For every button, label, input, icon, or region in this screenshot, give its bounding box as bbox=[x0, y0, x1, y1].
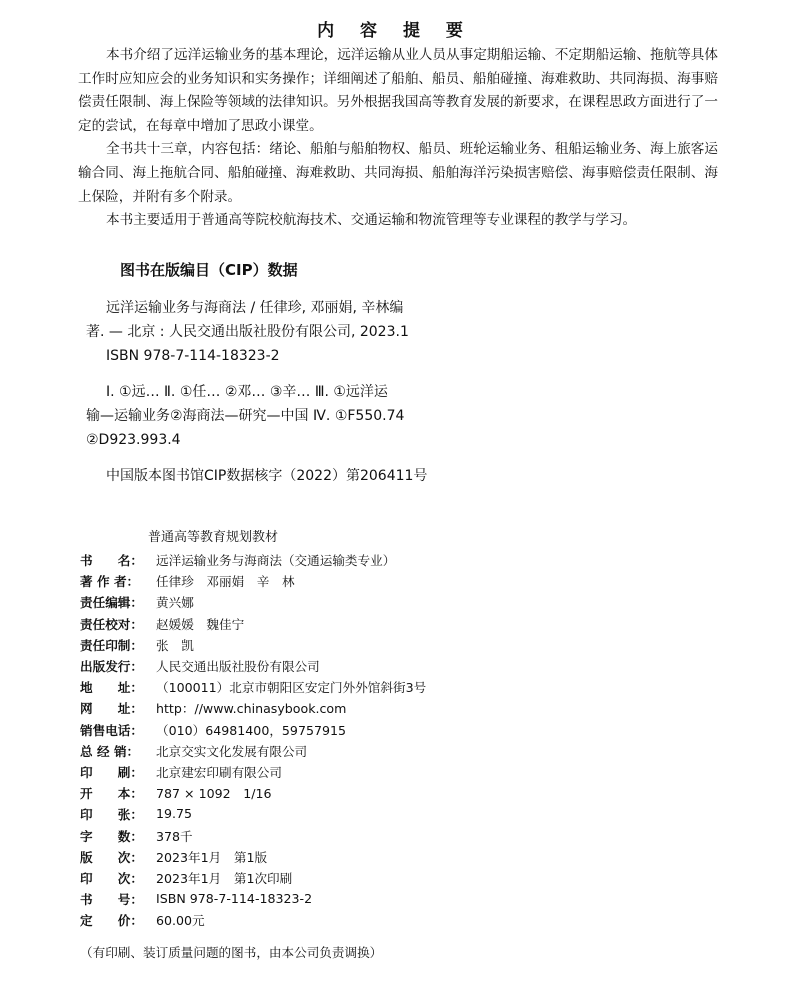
summary-paragraph: 全书共十三章，内容包括：绪论、船舶与船舶物权、船员、班轮运输业务、租船运输业务、海上旅客运输合同、海上拖航合同、船舶碰撞、海难救助、共同海损、船舶海洋污染损害赔偿、海事赔偿责任限制、海上保险，并附有多个附录。 bbox=[78, 141, 718, 205]
imprint-label: 版 次： bbox=[80, 849, 143, 865]
imprint-label: 印 张： bbox=[80, 807, 143, 823]
imprint-row bbox=[80, 803, 680, 824]
imprint-row bbox=[80, 570, 680, 591]
imprint-label: 书 名： bbox=[80, 553, 143, 569]
imprint-value: 北京建宏印刷有限公司 bbox=[156, 764, 282, 780]
imprint-label: 责任编辑： bbox=[80, 595, 143, 611]
imprint-value: 人民交通出版社股份有限公司 bbox=[156, 659, 320, 675]
quality-note: （有印刷、装订质量问题的图书，由本公司负责调换） bbox=[80, 945, 383, 960]
imprint-row bbox=[80, 846, 680, 867]
imprint-label: 著 作 者： bbox=[80, 574, 140, 590]
cip-approval-number: 中国版本图书馆CIP数据核字（2022）第206411号 bbox=[106, 468, 428, 484]
cip-line: 输—运输业务②海商法—研究—中国 Ⅳ. ①F550.74 bbox=[86, 408, 405, 424]
imprint-label: 印 次： bbox=[80, 870, 143, 886]
imprint-row bbox=[80, 740, 680, 761]
price-value: 60.00元 bbox=[156, 913, 205, 929]
imprint-label: 地 址： bbox=[80, 680, 143, 696]
imprint-row bbox=[80, 655, 680, 676]
summary-paragraph: 本书主要适用于普通高等院校航海技术、交通运输和物流管理等专业课程的教学与学习。 bbox=[106, 212, 637, 229]
imprint-value: 远洋运输业务与海商法（交通运输类专业） bbox=[156, 553, 396, 569]
imprint-value: 黄兴娜 bbox=[156, 595, 194, 611]
cip-line: ②D923.993.4 bbox=[86, 432, 181, 448]
imprint-label: 字 数： bbox=[80, 828, 143, 844]
imprint-row bbox=[80, 782, 680, 803]
imprint-row bbox=[80, 676, 680, 697]
imprint-label: 销售电话： bbox=[80, 722, 143, 738]
imprint-value: 赵媛媛 魏佳宁 bbox=[156, 616, 245, 632]
imprint-label: 定 价： bbox=[80, 913, 143, 929]
summary-title: 内 容 提 要 bbox=[317, 21, 473, 41]
imprint-value: 任律珍 邓丽娟 辛 林 bbox=[156, 574, 295, 590]
imprint-value: （100011）北京市朝阳区安定门外外馆斜街3号 bbox=[156, 680, 427, 696]
summary-body bbox=[78, 44, 718, 233]
website-link: http：//www.chinasybook.com bbox=[156, 701, 347, 717]
imprint-label: 出版发行： bbox=[80, 659, 143, 675]
imprint-label: 书 号： bbox=[80, 892, 143, 908]
imprint-label: 开 本： bbox=[80, 786, 143, 802]
imprint-row bbox=[80, 613, 680, 634]
imprint-row bbox=[80, 549, 680, 570]
imprint-label: 总 经 销： bbox=[80, 743, 140, 759]
imprint-row bbox=[80, 697, 680, 718]
cip-line: ISBN 978-7-114-18323-2 bbox=[106, 348, 280, 364]
imprint-row bbox=[80, 867, 680, 888]
imprint-table bbox=[80, 549, 680, 930]
summary-paragraph: 本书介绍了远洋运输业务的基本理论，远洋运输从业人员从事定期船运输、不定期船运输、拖航等具体工作时应知应会的业务知识和实务操作；详细阐述了船舶、船员、船舶碰撞、海难救助、共同海损、海事赔偿责任限制、海上保险等领域的法律知识。另外根据我国高等教育发展的新要求，在课程思政方面进行了一定的尝试，在每章中增加了思政小课堂。 bbox=[78, 47, 718, 134]
series-name: 普通高等教育规划教材 bbox=[148, 530, 279, 545]
imprint-row bbox=[80, 634, 680, 655]
imprint-label: 网 址： bbox=[80, 701, 143, 717]
imprint-row bbox=[80, 888, 680, 909]
imprint-row bbox=[80, 824, 680, 845]
imprint-value: ISBN 978-7-114-18323-2 bbox=[156, 891, 313, 907]
imprint-label: 责任校对： bbox=[80, 616, 143, 632]
cip-heading: 图书在版编目（CIP）数据 bbox=[120, 261, 298, 279]
imprint-label: 责任印制： bbox=[80, 637, 143, 653]
imprint-label: 印 刷： bbox=[80, 764, 143, 780]
imprint-value: 2023年1月 第1版 bbox=[156, 849, 268, 865]
imprint-row bbox=[80, 761, 680, 782]
imprint-value: 北京交实文化发展有限公司 bbox=[156, 743, 308, 759]
imprint-value: 787 × 1092 1/16 bbox=[156, 786, 272, 802]
cip-line: 著. — 北京 : 人民交通出版社股份有限公司, 2023.1 bbox=[86, 324, 409, 340]
imprint-value: （010）64981400，59757915 bbox=[156, 722, 347, 738]
imprint-row bbox=[80, 909, 680, 930]
imprint-row bbox=[80, 719, 680, 740]
cip-line: 远洋运输业务与海商法 / 任律珍, 邓丽娟, 辛林编 bbox=[106, 300, 404, 316]
imprint-row bbox=[80, 591, 680, 612]
imprint-value: 2023年1月 第1次印刷 bbox=[156, 870, 293, 886]
imprint-value: 19.75 bbox=[156, 806, 193, 822]
cip-line: Ⅰ. ①远… Ⅱ. ①任… ②邓… ③辛… Ⅲ. ①远洋运 bbox=[106, 384, 388, 400]
cip-record bbox=[86, 296, 706, 488]
imprint-value: 张 凯 bbox=[156, 637, 194, 653]
imprint-value: 378千 bbox=[156, 828, 193, 844]
